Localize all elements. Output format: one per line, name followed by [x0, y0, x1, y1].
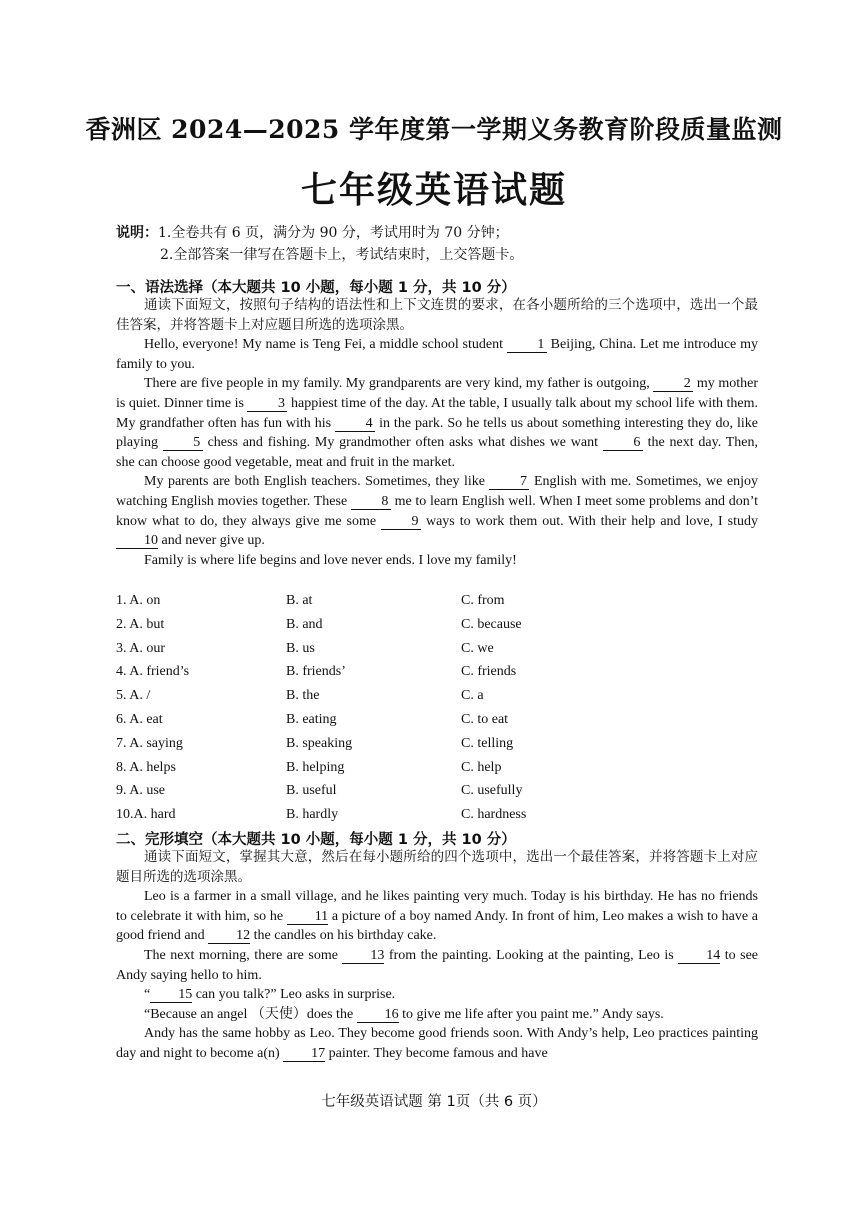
option-choice: C. usefully: [461, 783, 523, 799]
option-choice: 10.A. hard: [116, 807, 176, 823]
answer-blank: 10: [116, 533, 158, 549]
option-choice: 5. A. /: [116, 688, 151, 704]
section2-paragraph: “ 15 can you talk?” Leo asks in surprise.: [144, 987, 396, 1003]
section1-heading: 一、语法选择（本大题共 10 小题，每小题 1 分，共 10 分）: [116, 280, 516, 296]
option-row: [116, 712, 766, 736]
option-choice: 2. A. but: [116, 616, 165, 632]
option-row: [116, 617, 766, 641]
option-choice: B. at: [286, 593, 313, 608]
option-row: [116, 593, 766, 617]
option-choice: B. hardly: [286, 807, 339, 823]
option-choice: C. friends: [461, 664, 517, 680]
option-row: [116, 664, 766, 688]
notes-label: 说明：: [116, 225, 158, 241]
page-footer: 七年级英语试题 第 1页（共 6 页）: [321, 1094, 547, 1110]
option-choice: B. helping: [286, 759, 345, 775]
option-choice: B. useful: [286, 783, 337, 799]
section2-paragraph: The next morning, there are some 13 from the painting. Looking at the painting, Leo is 14 to see Andy saying hello to him.: [116, 947, 758, 983]
option-choice: B. us: [286, 640, 315, 656]
option-row: [116, 760, 766, 784]
answer-blank: 11: [287, 909, 328, 925]
exam-title: 香洲区 2024—2025 学年度第一学期义务教育阶段质量监测: [85, 115, 783, 144]
option-choice: C. a: [461, 688, 484, 704]
option-choice: 8. A. helps: [116, 759, 176, 775]
option-choice: 6. A. eat: [116, 711, 163, 727]
option-choice: B. the: [286, 688, 320, 704]
option-choice: B. friends’: [286, 664, 346, 680]
section1-passage: [116, 296, 758, 570]
answer-blank: 15: [150, 987, 192, 1003]
notes-line-1: 1.全卷共有 6 页，满分为 90 分，考试用时为 70 分钟；: [158, 225, 509, 241]
answer-blank: 7: [489, 474, 529, 490]
section2-paragraph: Leo is a farmer in a small village, and he likes painting very much. Today is his birthday. He has no friends to celebrate it with him, so he 11 a picture of a boy named Andy. In front of him, Leo makes a wish to have a good friend and 12 the candles on his birthday cake.: [116, 889, 758, 944]
option-choice: B. and: [286, 616, 323, 632]
exam-subject-title: 七年级英语试题: [300, 169, 567, 211]
answer-blank: 17: [283, 1046, 325, 1062]
answer-blank: 14: [678, 948, 720, 964]
section2-paragraph: “Because an angel （天使）does the 16 to give me life after you paint me.” Andy says.: [144, 1006, 664, 1022]
option-choice: C. we: [461, 640, 494, 656]
section1-paragraph: Family is where life begins and love never ends. I love my family!: [144, 552, 517, 568]
option-row: [116, 736, 766, 760]
notes-line-2: 2.全部答案一律写在答题卡上，考试结束时，上交答题卡。: [160, 247, 524, 263]
answer-blank: 9: [381, 514, 421, 530]
section2-paragraph: Andy has the same hobby as Leo. They become good friends soon. With Andy’s help, Leo practices painting day and night to become a(n) 17 painter. They become famous and have: [116, 1026, 758, 1061]
section1-paragraph: Hello, everyone! My name is Teng Fei, a middle school student 1 Beijing, China. Let me introduce my family to you.: [116, 337, 758, 372]
option-choice: C. telling: [461, 735, 514, 751]
section2-heading: 二、完形填空（本大题共 10 小题，每小题 1 分，共 10 分）: [116, 832, 516, 848]
option-choice: 7. A. saying: [116, 735, 183, 751]
option-choice: 3. A. our: [116, 640, 165, 656]
option-choice: C. because: [461, 616, 522, 632]
answer-blank: 3: [247, 396, 287, 412]
answer-blank: 12: [208, 928, 250, 944]
answer-blank: 6: [603, 435, 643, 451]
section2-passage: [116, 848, 758, 1064]
section1-options: [116, 593, 766, 831]
option-row: [116, 641, 766, 665]
option-choice: C. to eat: [461, 711, 509, 727]
answer-blank: 8: [351, 494, 391, 510]
answer-blank: 5: [163, 435, 203, 451]
option-choice: C. help: [461, 759, 502, 775]
option-choice: 9. A. use: [116, 783, 165, 799]
answer-blank: 13: [342, 948, 384, 964]
answer-blank: 1: [507, 337, 547, 353]
option-choice: C. from: [461, 593, 505, 608]
answer-blank: 16: [357, 1007, 399, 1023]
instructions-notes: [116, 222, 816, 266]
option-choice: C. hardness: [461, 807, 527, 823]
section1-paragraph: There are five people in my family. My grandparents are very kind, my father is outgoing, 2 my mother is quiet. Dinner time is 3 happiest time of the day. At the table, I usually talk about my school life with them. My grandfather often has fun with his 4 in the park. So he tells us about something interesting they do, like playing 5 chess and fishing. My grandmother often asks what dishes we want 6 the next day. Then, she can choose good vegetable, meat and fruit in the market.: [116, 376, 758, 470]
section2-instruction: 通读下面短文，掌握其大意，然后在每小题所给的四个选项中，选出一个最佳答案，并将答题卡上对应题目所选的选项涂黑。: [116, 849, 758, 885]
answer-blank: 4: [335, 416, 375, 432]
option-row: [116, 783, 766, 807]
option-choice: B. eating: [286, 711, 337, 727]
option-choice: 4. A. friend’s: [116, 664, 190, 680]
section1-instruction: 通读下面短文，按照句子结构的语法性和上下文连贯的要求，在各小题所给的三个选项中，选出一个最佳答案，并将答题卡上对应题目所选的选项涂黑。: [116, 297, 758, 333]
section1-paragraph: My parents are both English teachers. Sometimes, they like 7 English with me. Sometimes, we enjoy watching English movies together. These 8 me to learn English well. When I meet some problems and don’t know what to do, they always give me some 9 ways to work them out. With their help and love, I study 10 and never give up.: [116, 474, 758, 549]
answer-blank: 2: [653, 376, 693, 392]
option-row: [116, 688, 766, 712]
option-choice: 1. A. on: [116, 593, 161, 608]
option-choice: B. speaking: [286, 735, 353, 751]
